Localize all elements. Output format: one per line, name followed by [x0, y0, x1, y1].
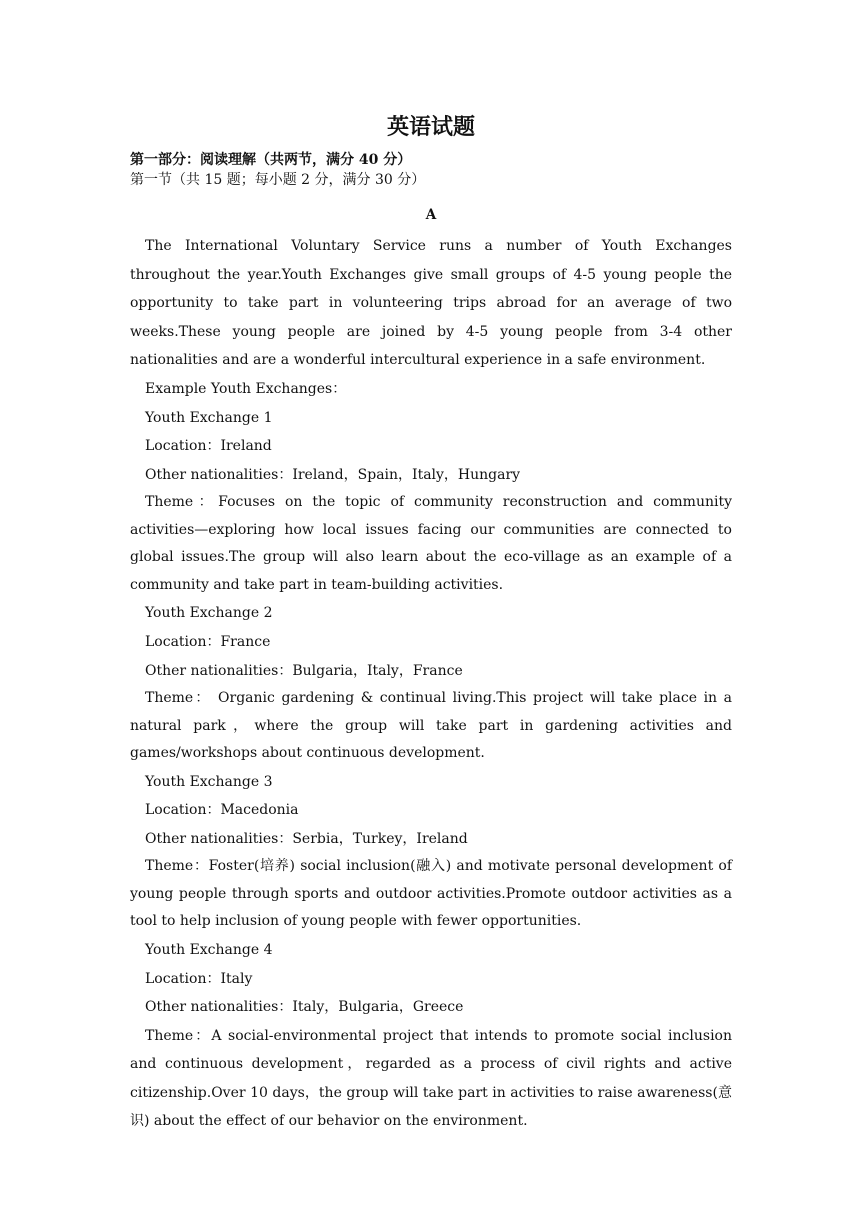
- exchange-theme: Theme：Foster(培养) social inclusion(融入) and motivate personal development of young people through sports and outdoor activities.Promote outdoor activities as a tool to help inclusion of young people with fewer opportunities.: [130, 858, 732, 930]
- exchange-theme: Theme：Focuses on the topic of community reconstruction and community activities—exploring how local issues facing our communities are connected to global issues.The group will also learn about the eco‐village as an example of a community and take part in team‐building activities.: [130, 494, 732, 593]
- intro-paragraph: The International Voluntary Service runs a number of Youth Exchanges throughout the year.Youth Exchanges give small groups of 4‐5 young people the opportunity to take part in volunteering trips abroad for an average of two weeks.These young people are joined by 4‐5 young people from 3‐4 other nationalities and are a wonderful intercultural experience in a safe environment.: [130, 238, 732, 369]
- exchange-name: Youth Exchange 2: [145, 605, 273, 622]
- examples-label: Example Youth Exchanges：: [145, 380, 347, 397]
- exchange-4: [130, 936, 732, 1136]
- exchange-name: Youth Exchange 3: [145, 773, 273, 790]
- passage-label: A: [425, 207, 437, 223]
- exchange-2: [130, 599, 732, 767]
- exchange-name: Youth Exchange 1: [145, 409, 273, 426]
- exchange-theme: Theme：A social‐environmental project that intends to promote social inclusion and continuous development，regarded as a process of civil rights and active citizenship.Over 10 days，the group will take part in activities to raise awareness(意识) about the effect of our behavior on the environment.: [130, 1027, 732, 1130]
- exchange-nationalities: Other nationalities：Ireland，Spain，Italy，Hungary: [145, 466, 521, 483]
- exchange-location: Location：Ireland: [145, 438, 272, 455]
- exam-page: [130, 112, 732, 1136]
- exchange-3: [130, 768, 732, 936]
- exchange-nationalities: Other nationalities：Serbia，Turkey，Ireland: [145, 830, 468, 847]
- exchange-location: Location：France: [145, 633, 271, 650]
- exchange-1: [130, 404, 732, 600]
- page-title: 英语试题: [386, 114, 475, 140]
- exchange-name: Youth Exchange 4: [145, 941, 273, 958]
- section-heading: 第一节（共 15 题；每小题 2 分，满分 30 分）: [130, 172, 426, 188]
- exchange-nationalities: Other nationalities：Bulgaria，Italy，France: [145, 662, 463, 679]
- exchange-nationalities: Other nationalities：Italy，Bulgaria，Greece: [145, 999, 464, 1016]
- part-heading: 第一部分：阅读理解（共两节，满分 40 分）: [130, 152, 412, 168]
- exchange-theme: Theme： Organic gardening & continual living.This project will take place in a natural park，where the group will take part in gardening activities and games/workshops about continuous development.: [130, 690, 732, 762]
- exchange-location: Location：Macedonia: [145, 802, 299, 819]
- exchange-location: Location：Italy: [145, 970, 253, 987]
